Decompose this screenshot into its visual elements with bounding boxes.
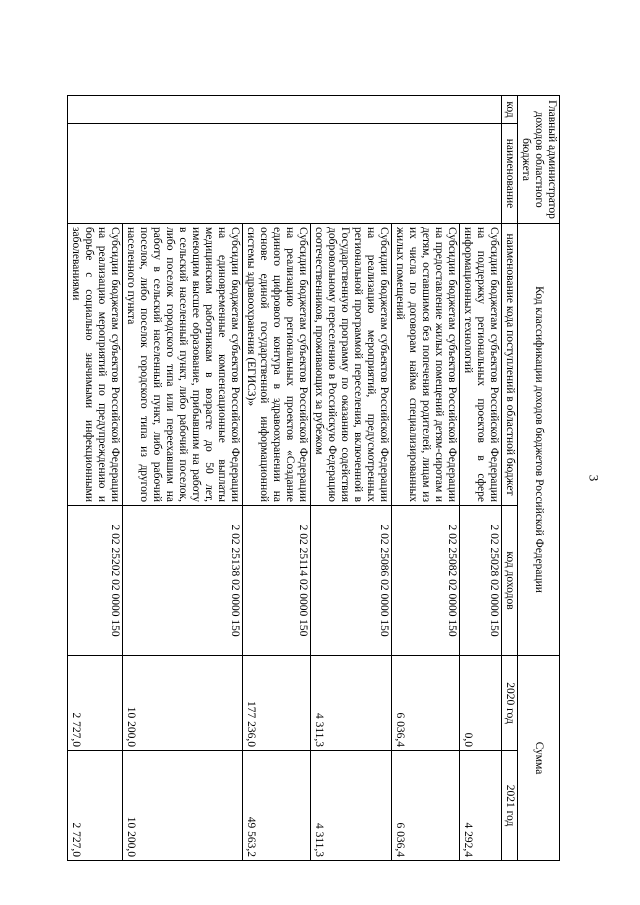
amount-2021-cell: 2 727,0 bbox=[68, 751, 123, 861]
income-name-cell: Субсидии бюджетам субъектов Российской Федерации на предоставление жилых помещений детям-сиротам и детям, оставшимся без попечения родителей, лицам из их числа по договорам найма специализированных жилых помещений bbox=[392, 224, 460, 506]
income-name-cell: Субсидии бюджетам субъектов Российской Федерации на реализацию региональных проектов «Создание единого цифрового контура в здравоохранении на основе единой государственной информационной системы здравоохранения (ЕГИСЗ)» bbox=[243, 224, 311, 506]
income-table bbox=[67, 95, 560, 861]
header-admin-code: код bbox=[502, 96, 518, 124]
income-code-cell: 2 02 25086 02 0000 150 bbox=[311, 506, 392, 656]
rotated-page bbox=[70, 95, 560, 860]
income-code-cell: 2 02 25082 02 0000 150 bbox=[392, 506, 460, 656]
header-admin-group: Главный администратор доходов областного бюджета bbox=[518, 96, 560, 224]
amount-2021-cell: 6 036,4 bbox=[392, 751, 460, 861]
header-year-2021: 2021 год bbox=[502, 751, 518, 861]
amount-2021-cell: 4 292,4 bbox=[460, 751, 502, 861]
table-row bbox=[460, 96, 502, 861]
header-income-code: код доходов bbox=[502, 506, 518, 656]
amount-2021-cell: 4 311,3 bbox=[311, 751, 392, 861]
header-classification-group: Код классификации доходов бюджетов Российской Федерации bbox=[518, 224, 560, 656]
admin-name-cell bbox=[68, 124, 502, 224]
header-income-name: наименование кода поступлений в областной бюджет bbox=[502, 224, 518, 506]
amount-2020-cell: 2 727,0 bbox=[68, 656, 123, 751]
amount-2020-cell: 4 311,3 bbox=[311, 656, 392, 751]
page-number: 3 bbox=[586, 474, 602, 482]
amount-2021-cell: 49 563,2 bbox=[243, 751, 311, 861]
admin-code-cell bbox=[68, 96, 502, 124]
income-code-cell: 2 02 25202 02 0000 150 bbox=[68, 506, 123, 656]
income-code-cell: 2 02 25138 02 0000 150 bbox=[123, 506, 243, 656]
amount-2020-cell: 6 036,4 bbox=[392, 656, 460, 751]
amount-2020-cell: 10 200,0 bbox=[123, 656, 243, 751]
income-code-cell: 2 02 25028 02 0000 150 bbox=[460, 506, 502, 656]
header-sum-group: Сумма bbox=[518, 656, 560, 861]
income-code-cell: 2 02 25114 02 0000 150 bbox=[243, 506, 311, 656]
income-name-cell: Субсидии бюджетам субъектов Российской Федерации на реализацию мероприятий, предусмотренных региональной программой переселения, включенной в Государственную программу по оказанию содействия добровольному переселению в Российскую Федерацию соотечественников, проживающих за рубежом bbox=[311, 224, 392, 506]
header-year-2020: 2020 год bbox=[502, 656, 518, 751]
amount-2020-cell: 0,0 bbox=[460, 656, 502, 751]
income-name-cell: Субсидии бюджетам субъектов Российской Федерации на единовременные компенсационные выплаты медицинским работникам в возрасте до 50 лет, имеющим высшее образование, прибывшим на работу в сельский населенный пункт, либо рабочий поселок, либо поселок городского типа или переехавшим на работу в сельский населенный пункт, либо рабочий поселок, либо поселок городского типа из другого населенного пункта bbox=[123, 224, 243, 506]
header-admin-name: наименование bbox=[502, 124, 518, 224]
income-name-cell: Субсидии бюджетам субъектов Российской Федерации на поддержку региональных проектов в сфере информационных технологий bbox=[460, 224, 502, 506]
amount-2021-cell: 10 200,0 bbox=[123, 751, 243, 861]
amount-2020-cell: 177 236,0 bbox=[243, 656, 311, 751]
income-name-cell: Субсидии бюджетам субъектов Российской Федерации на реализацию мероприятий по предупреждению и борьбе с социально значимыми инфекционными заболеваниями bbox=[68, 224, 123, 506]
